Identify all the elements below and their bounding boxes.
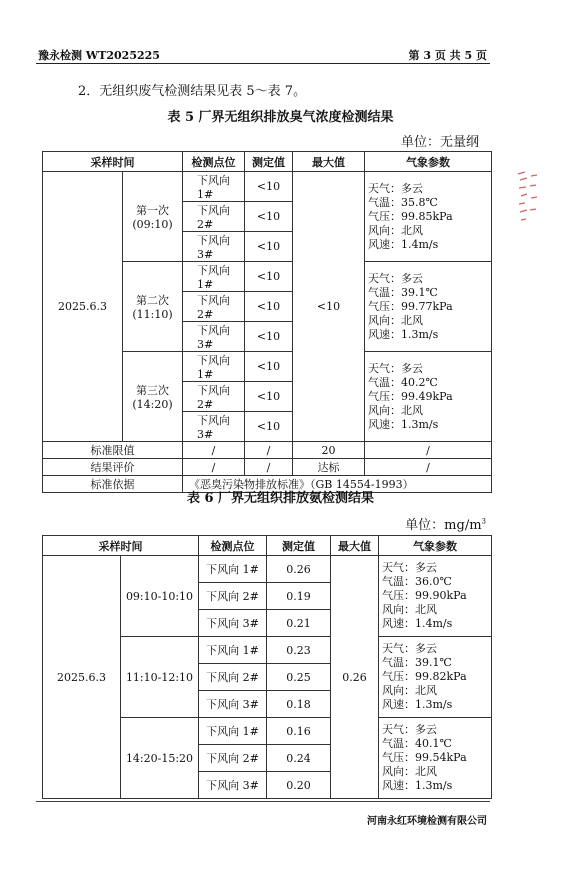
t6-value: 0.26 [267,556,331,583]
t5-group-3: 第三次 (14:20) [123,352,183,442]
t5-limit-c4: / [365,442,492,459]
t6-point: 下风向 1# [199,718,267,745]
t5-date: 2025.6.3 [43,172,123,442]
t5-met-2: 天气：多云 气温：39.1℃ 气压：99.77kPa 风向：北风 风速：1.3m/s [365,262,492,352]
t5-head-max: 最大值 [293,152,365,172]
t5-value: <10 [245,292,293,322]
t6-head-time: 采样时间 [43,536,199,556]
t5-limit-c2: / [245,442,293,459]
t6-met-1: 天气：多云 气温：36.0℃ 气压：99.90kPa 风向：北风 风速：1.4m/s [379,556,492,637]
t6-group-3: 14:20-15:20 [121,718,199,799]
t5-limit-label: 标准限值 [43,442,183,459]
page-indicator: 第 3 页 共 5 页 [408,49,487,62]
t5-eval-c3: 达标 [293,459,365,476]
t6-point: 下风向 3# [199,610,267,637]
t5-value: <10 [245,352,293,382]
table6-title: 表 6 厂界无组织排放氨检测结果 [186,491,375,506]
t5-value: <10 [245,232,293,262]
t6-met-2: 天气：多云 气温：39.1℃ 气压：99.82kPa 风向：北风 风速：1.3m/s [379,637,492,718]
t6-group-1: 09:10-10:10 [121,556,199,637]
t6-value: 0.20 [267,772,331,799]
t5-eval-c1: / [183,459,245,476]
t5-point: 下风向 2# [183,202,245,232]
t6-value: 0.19 [267,583,331,610]
t6-max: 0.26 [331,556,379,799]
table5-limit-row [43,442,492,459]
t6-point: 下风向 2# [199,664,267,691]
t6-value: 0.23 [267,637,331,664]
t5-group-1: 第一次 (09:10) [123,172,183,262]
header-rule [36,63,490,64]
t6-head-value: 测定值 [267,536,331,556]
t6-met-3: 天气：多云 气温：40.1℃ 气压：99.54kPa 风向：北风 风速：1.3m/s [379,718,492,799]
t5-basis-text: 《恶臭污染物排放标准》（GB 14554-1993） [183,476,492,493]
t5-point: 下风向 1# [183,262,245,292]
t6-value: 0.21 [267,610,331,637]
table6-header-row [43,536,492,556]
t5-value: <10 [245,202,293,232]
t5-met-3: 天气：多云 气温：40.2℃ 气压：99.49kPa 风向：北风 风速：1.3m/s [365,352,492,442]
t5-head-time: 采样时间 [43,152,183,172]
t6-point: 下风向 1# [199,637,267,664]
table6-unit: 单位：$mg/m^3$ [405,517,486,533]
t6-point: 下风向 2# [199,745,267,772]
table5-title: 表 5 厂界无组织排放臭气浓度检测结果 [167,110,394,125]
t5-point: 下风向 2# [183,382,245,412]
t5-value: <10 [245,262,293,292]
table5-unit: 单位：无量纲 [400,135,479,150]
t5-point: 下风向 1# [183,172,245,202]
t6-value: 0.18 [267,691,331,718]
t6-head-met: 气象参数 [379,536,492,556]
t5-eval-label: 结果评价 [43,459,183,476]
t5-limit-c1: / [183,442,245,459]
t6-value: 0.24 [267,745,331,772]
t5-value: <10 [245,322,293,352]
t5-point: 下风向 3# [183,322,245,352]
t6-value: 0.25 [267,664,331,691]
t5-point: 下风向 2# [183,292,245,322]
t5-point: 下风向 1# [183,352,245,382]
intro-text: 2．无组织废气检测结果见表 5～表 7。 [78,84,307,99]
t5-value: <10 [245,382,293,412]
t6-head-max: 最大值 [331,536,379,556]
t5-eval-c2: / [245,459,293,476]
footer-rule [36,801,490,802]
company-name: 河南永红环境检测有限公司 [367,816,487,827]
t5-max: <10 [293,172,365,442]
report-number: 豫永检测 WT2025225 [38,49,160,62]
t5-head-point: 检测点位 [183,152,245,172]
t5-met-1: 天气：多云 气温：35.8℃ 气压：99.85kPa 风向：北风 风速：1.4m/s [365,172,492,262]
t5-point: 下风向 3# [183,412,245,442]
t6-point: 下风向 3# [199,772,267,799]
table5-odor-results [42,151,492,493]
t5-head-value: 测定值 [245,152,293,172]
t5-group-2: 第二次 (11:10) [123,262,183,352]
t6-point: 下风向 2# [199,583,267,610]
t5-value: <10 [245,412,293,442]
seal-stamp-fragment [515,166,539,228]
table5-header-row [43,152,492,172]
t5-point: 下风向 3# [183,232,245,262]
t5-head-met: 气象参数 [365,152,492,172]
table-row [43,556,492,583]
t6-value: 0.16 [267,718,331,745]
t6-point: 下风向 1# [199,556,267,583]
t6-head-point: 检测点位 [199,536,267,556]
table6-ammonia-results [42,535,492,799]
t5-eval-c4: / [365,459,492,476]
t6-group-2: 11:10-12:10 [121,637,199,718]
t6-point: 下风向 3# [199,691,267,718]
t5-limit-c3: 20 [293,442,365,459]
t5-value: <10 [245,172,293,202]
table5-eval-row [43,459,492,476]
t5-basis-label: 标准依据 [43,476,183,493]
table-row [43,172,492,202]
t6-date: 2025.6.3 [43,556,121,799]
